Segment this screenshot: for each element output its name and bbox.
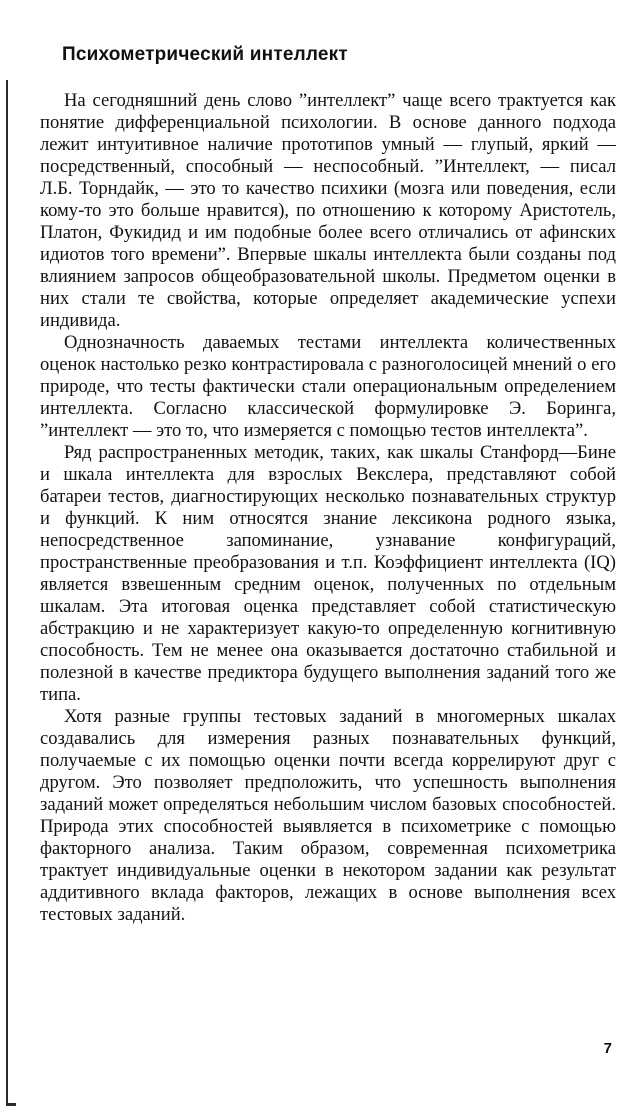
section-heading: Психометрический интеллект [62,44,348,65]
paragraph-3: Ряд распространенных методик, таких, как шкалы Станфорд—Бине и шкала интеллекта для взрослых Векслера, представляют собой батареи тестов, диагностирующих несколько познавательных структур и функций. К ним относятся знание лексикона родного языка, непосредственное запоминание, узнавание конфигураций, пространственные преобразования и т.п. Коэффициент интеллекта (IQ) является взвешенным средним оценок, полученных по отдельным шкалам. Эта итоговая оценка представляет собой статистическую абстракцию и не характеризует какую-то определенную когнитивную способность. Тем не менее она оказывается достаточно стабильной и полезной в качестве предиктора будущего выполнения заданий того же типа. [40,442,616,705]
paragraph-4: Хотя разные группы тестовых заданий в многомерных шкалах создавались для измерения разных познавательных функций, получаемые с их помощью оценки почти всегда коррелируют друг с другом. Это позволяет предположить, что успешность выполнения заданий может определяться небольшим числом базовых способностей. Природа этих способностей выявляется в психометрике с помощью факторного анализа. Таким образом, современная психометрика трактует индивидуальные оценки в некотором задании как результат аддитивного вклада факторов, лежащих в основе выполнения всех тестовых заданий. [40,706,616,925]
page-binding-edge [6,80,8,1105]
paragraph-1: На сегодняшний день слово ”интеллект” чаще всего трактуется как понятие дифференциальной психологии. В основе данного подхода лежит интуитивное наличие прототипов умный — глупый, яркий — посредственный, способный — неспособный. ”Интеллект, — писал Л.Б. Торндайк, — это то качество психики (мозга или поведения, если кому-то это больше нравится), по отношению к которому Аристотель, Платон, Фукидид и им подобные более всего отличались от афинских идиотов того времени”. Впервые шкалы интеллекта были созданы под влиянием запросов общеобразовательной школы. Предметом оценки в них стали те свойства, которые определяет академические успехи индивида. [40,90,616,331]
paragraph-2: Однозначность даваемых тестами интеллекта количественных оценок настолько резко контрастировала с разноголосицей мнений о его природе, что тесты фактически стали операциональным определением интеллекта. Согласно классической формулировке Э. Боринга, ”интеллект — это то, что измеряется с помощью тестов интеллекта”. [40,332,616,441]
page-binding-edge-foot [6,1103,16,1106]
body-text [40,90,616,926]
page-number: 7 [603,1040,612,1057]
